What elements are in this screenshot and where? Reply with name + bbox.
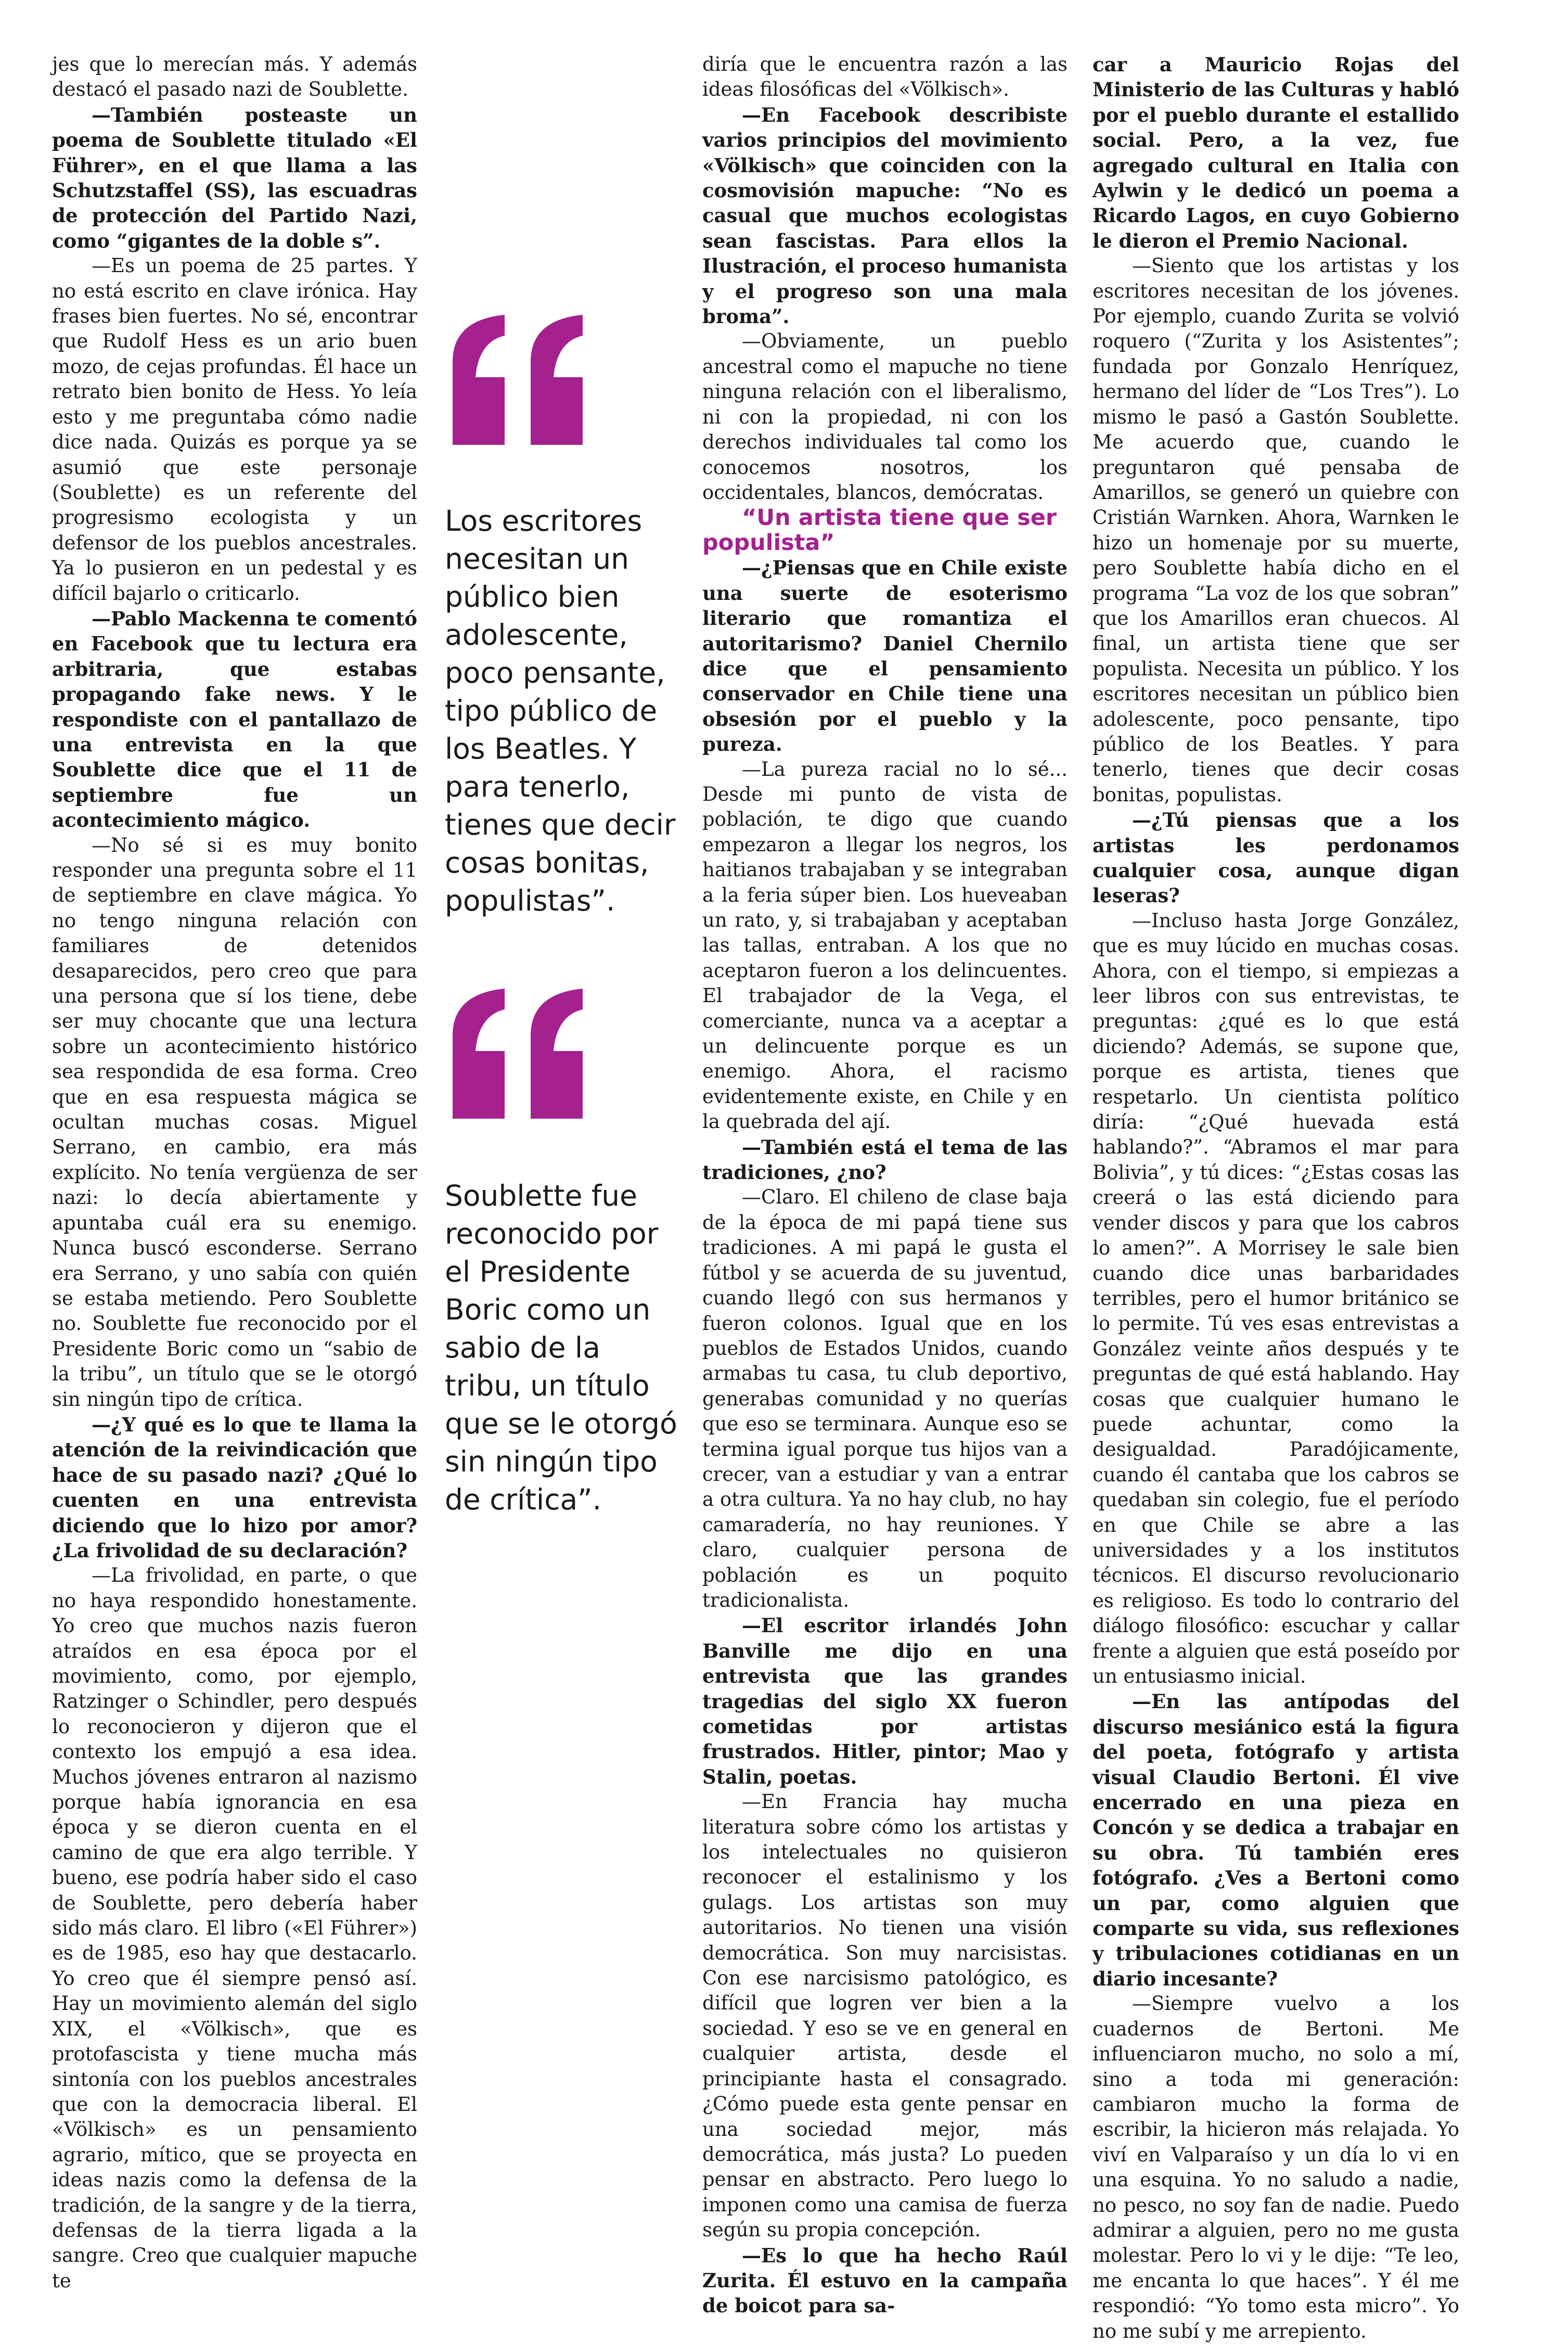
section-subheading: “Un artista tiene que ser populista”: [702, 505, 1057, 556]
interview-question: —¿Tú piensas que a los artistas les perdonamos cualquier cosa, aunque digan leseras?: [1093, 809, 1459, 907]
interview-question: —¿Piensas que en Chile existe una suerte de esoterismo literario que romantiza el autoritarismo? Daniel Chernilo dice que el pensamiento conservador en Chile tiene una obsesión por el pueblo y la pureza.: [702, 556, 1068, 756]
interview-question: —En Facebook describiste varios principios del movimiento «Völkisch» que coinciden con la cosmovisión mapuche: “No es casual que muchos ecologistas sean fascistas. Para ellos la Ilustración, el proceso humanista y el progreso son una mala broma”.: [702, 103, 1068, 328]
interview-answer: —Siento que los artistas y los escritores necesitan de los jóvenes. Por ejemplo, cuando Zurita se volvió roquero (“Zurita y los Asistentes”; fundada por Gonzalo Henríquez, hermano del líder de “Los Tres”). Lo mismo le pasó a Gastón Soublette. Me acuerdo que, cuando le preguntaron qué pensaba de Amarillos, se generó un quiebre con Cristián Warnken. Ahora, Warnken le hizo un homenaje por su muerte, pero Soublette había dicho en el programa “La voz de los que sobran” que los Amarillos eran chuecos. Al final, un artista tiene que ser populista. Necesita un público. Y los escritores necesitan un público bien adolescente, poco pensante, tipo público de los Beatles. Y para tenerlo, tienes que decir cosas bonitas, populistas.: [1093, 254, 1459, 806]
pull-quote-2: Soublette fue reconocido por el Presidente Boric como un sabio de la tribu, un título que se le otorgó sin ningún tipo de crítica”.: [445, 1179, 677, 1516]
interview-question: —También posteaste un poema de Soublette titulado «El Führer», en el que llama a las Schutzstaffel (SS), las escuadras de protección del Partido Nazi, como “gigantes de la doble s”.: [52, 103, 417, 252]
interview-question: —¿Y qué es lo que te llama la atención de la reivindicación que hace de su pasado nazi? ¿Qué lo cuenten en una entrevista diciendo que lo hizo por amor? ¿La frivolidad de su declaración?: [52, 1413, 417, 1562]
interview-question: —Pablo Mackenna te comentó en Facebook que tu lectura era arbitraria, que estabas propagando fake news. Y le respondiste con el pantallazo de una entrevista en la que Soublette dice que el 11 de septiembre fue un acontecimiento mágico.: [52, 607, 417, 832]
quote-mark-icon: [442, 989, 598, 1124]
article-column-3: [702, 52, 1068, 2319]
article-column-1: [52, 52, 417, 2294]
interview-answer: diría que le encuentra razón a las ideas filosóficas del «Völkisch».: [702, 53, 1068, 101]
interview-question: —También está el tema de las tradiciones, ¿no?: [702, 1135, 1068, 1184]
interview-answer: —La pureza racial no lo sé... Desde mi punto de vista de población, te digo que cuando empezaron a llegar los negros, los haitianos trabajaban y se integraban a la feria súper bien. Los hueveaban un rato, y, si trabajaban y aceptaban las tallas, entraban. A los que no aceptaron fueron a los delincuentes. El trabajador de la Vega, el comerciante, nunca va a aceptar a un delincuente porque es un enemigo. Ahora, el racismo evidentemente existe, en Chile y en la quebrada del ají.: [702, 758, 1068, 1133]
interview-question: car a Mauricio Rojas del Ministerio de las Culturas y habló por el pueblo durante el estallido social. Pero, a la vez, fue agregado cultural en Italia con Aylwin y le dedicó un poema a Ricardo Lagos, en cuyo Gobierno le dieron el Premio Nacional.: [1093, 53, 1459, 252]
interview-answer: —Claro. El chileno de clase baja de la época de mi papá tiene sus tradiciones. A mi papá le gusta el fútbol y se acuerda de su juventud, cuando llegó con sus hermanos y fueron colonos. Igual que en los pueblos de Estados Unidos, cuando armabas tu casa, tu club deportivo, generabas comunidad y no querías que eso se terminara. Aunque eso se termina igual porque tus hijos van a crecer, van a estudiar y van a entrar a otra cultura. Ya no hay club, no hay camaradería, no hay reuniones. Y claro, cualquier persona de población es un poquito tradicionalista.: [702, 1186, 1068, 1611]
interview-answer: —No sé si es muy bonito responder una pregunta sobre el 11 de septiembre en clave mágica. Yo no tengo ninguna relación con familiares de detenidos desaparecidos, pero creo que para una persona que sí los tiene, debe ser muy chocante que una lectura sobre un acontecimiento histórico sea respondida de esa forma. Creo que en esa respuesta mágica se ocultan muchas cosas. Miguel Serrano, en cambio, era más explícito. No tenía vergüenza de ser nazi: lo decía abiertamente y apuntaba cuál era su enemigo. Nunca buscó esconderse. Serrano era Serrano, y uno sabía con quién se estaba metiendo. Pero Soublette no. Soublette fue reconocido por el Presidente Boric como un “sabio de la tribu”, un título que se le otorgó sin ningún tipo de crítica.: [52, 834, 417, 1411]
interview-answer: jes que lo merecían más. Y además destacó el pasado nazi de Soublette.: [52, 53, 417, 101]
interview-answer: —Incluso hasta Jorge González, que es muy lúcido en muchas cosas. Ahora, con el tiempo, si empiezas a leer libros con sus entrevistas, te preguntas: ¿qué es lo que está diciendo? Además, se supone que, porque es artista, tienes que respetarlo. Un cientista político diría: “¿Qué huevada está hablando?”. “Abramos el mar para Bolivia”, y tú dices: “¿Estas cosas las creerá o las está diciendo para vender discos y para que los cabros lo amen?”. A Morrisey le sale bien cuando dice unas barbaridades terribles, pero el humor británico se lo permite. Tú ves esas entrevistas a González veinte años después y te preguntas de qué está hablando. Hay cosas que cualquier humano le puede achuntar, como la desigualdad. Paradójicamente, cuando él cantaba que los cabros se quedaban sin colegio, fue el período en que Chile se abre a las universidades y a los institutos técnicos. El discurso revolucionario es religioso. Es todo lo contrario del diálogo filosófico: escuchar y callar frente a alguien que está poseído por un entusiasmo inicial.: [1093, 909, 1459, 1687]
interview-question: —En las antípodas del discurso mesiánico está la figura del poeta, fotógrafo y artista visual Claudio Bertoni. Él vive encerrado en una pieza en Concón y se dedica a trabajar en su obra. Tú también eres fotógrafo. ¿Ves a Bertoni como un par, como alguien que comparte su vida, sus reflexiones y tribulaciones cotidianas en un diario incesante?: [1093, 1690, 1459, 1990]
quote-mark-icon: [442, 315, 598, 450]
interview-question: —El escritor irlandés John Banville me dijo en una entrevista que las grandes tragedias del siglo XX fueron cometidas por artistas frustrados. Hitler, pintor; Mao y Stalin, poetas.: [702, 1614, 1068, 1788]
interview-answer: —Es un poema de 25 partes. Y no está escrito en clave irónica. Hay frases bien fuertes. No sé, encontrar que Rudolf Hess es un ario buen mozo, de cejas profundas. Él hace un retrato bien bonito de Hess. Yo leía esto y me preguntaba cómo nadie dice nada. Quizás es porque ya se asumió que este personaje (Soublette) es un referente del progresismo ecologista y un defensor de los pueblos ancestrales. Ya lo pusieron en un pedestal y es difícil bajarlo o criticarlo.: [52, 254, 417, 605]
interview-answer: —Obviamente, un pueblo ancestral como el mapuche no tiene ninguna relación con el liberalismo, ni con la propiedad, ni con los derechos individuales tal como los conocemos nosotros, los occidentales, blancos, demócratas.: [702, 330, 1068, 504]
interview-question: —Es lo que ha hecho Raúl Zurita. Él estuvo en la campaña de boicot para sa-: [702, 2244, 1068, 2317]
interview-answer: —Siempre vuelvo a los cuadernos de Bertoni. Me influenciaron mucho, no solo a mí, sino a toda mi generación: cambiaron mucho la forma de escribir, la hicieron más relajada. Yo viví en Valparaíso y un día lo vi en una esquina. Yo no saludo a nadie, no pesco, no soy fan de nadie. Puedo admirar a alguien, pero no me gusta molestar. Pero lo vi y le dije: “Te leo, me encanta lo que haces”. Y él me respondió: “Yo tomo esta micro”. Yo no me subí y me arrepiento.: [1093, 1992, 1459, 2342]
interview-answer: —En Francia hay mucha literatura sobre cómo los artistas y los intelectuales no quisieron reconocer el estalinismo y los gulags. Los artistas son muy autoritarios. No tienen una visión democrática. Son muy narcisistas. Con ese narcisismo patológico, es difícil que logren ver bien a la sociedad. Y eso se ve en general en cualquier artista, desde el principiante hasta el consagrado. ¿Cómo puede esta gente pensar en una sociedad mejor, más democrática, más justa? Lo pueden pensar en abstracto. Pero luego lo imponen como una camisa de fuerza según su propia concepción.: [702, 1790, 1068, 2241]
article-column-4: [1093, 52, 1459, 2344]
pull-quote-1: Los escritores necesitan un público bien adolescente, poco pensante, tipo público de los Beatles. Y para tenerlo, tienes que decir cosas bonitas, populistas”.: [445, 504, 676, 917]
interview-answer: —La frivolidad, en parte, o que no haya respondido honestamente. Yo creo que muchos nazis fueron atraídos en esa época por el movimiento, como, por ejemplo, Ratzinger o Schindler, pero después lo reconocieron y dijeron que el contexto los empujó a esa idea. Muchos jóvenes entraron al nazismo porque había ignorancia en esa época y se dieron cuenta en el camino de que era algo terrible. Y bueno, ese podría haber sido el caso de Soublette, pero debería haber sido más claro. El libro («El Führer») es de 1985, eso hay que destacarlo. Yo creo que él siempre pensó así. Hay un movimiento alemán del siglo XIX, el «Völkisch», que es protofascista y tiene mucha más sintonía con los pueblos ancestrales que con la democracia liberal. El «Völkisch» es un pensamiento agrario, mítico, que se proyecta en ideas nazis como la defensa de la tradición, de la sangre y de la tierra, defensas de la tierra ligada a la sangre. Creo que cualquier mapuche te: [52, 1564, 417, 2292]
